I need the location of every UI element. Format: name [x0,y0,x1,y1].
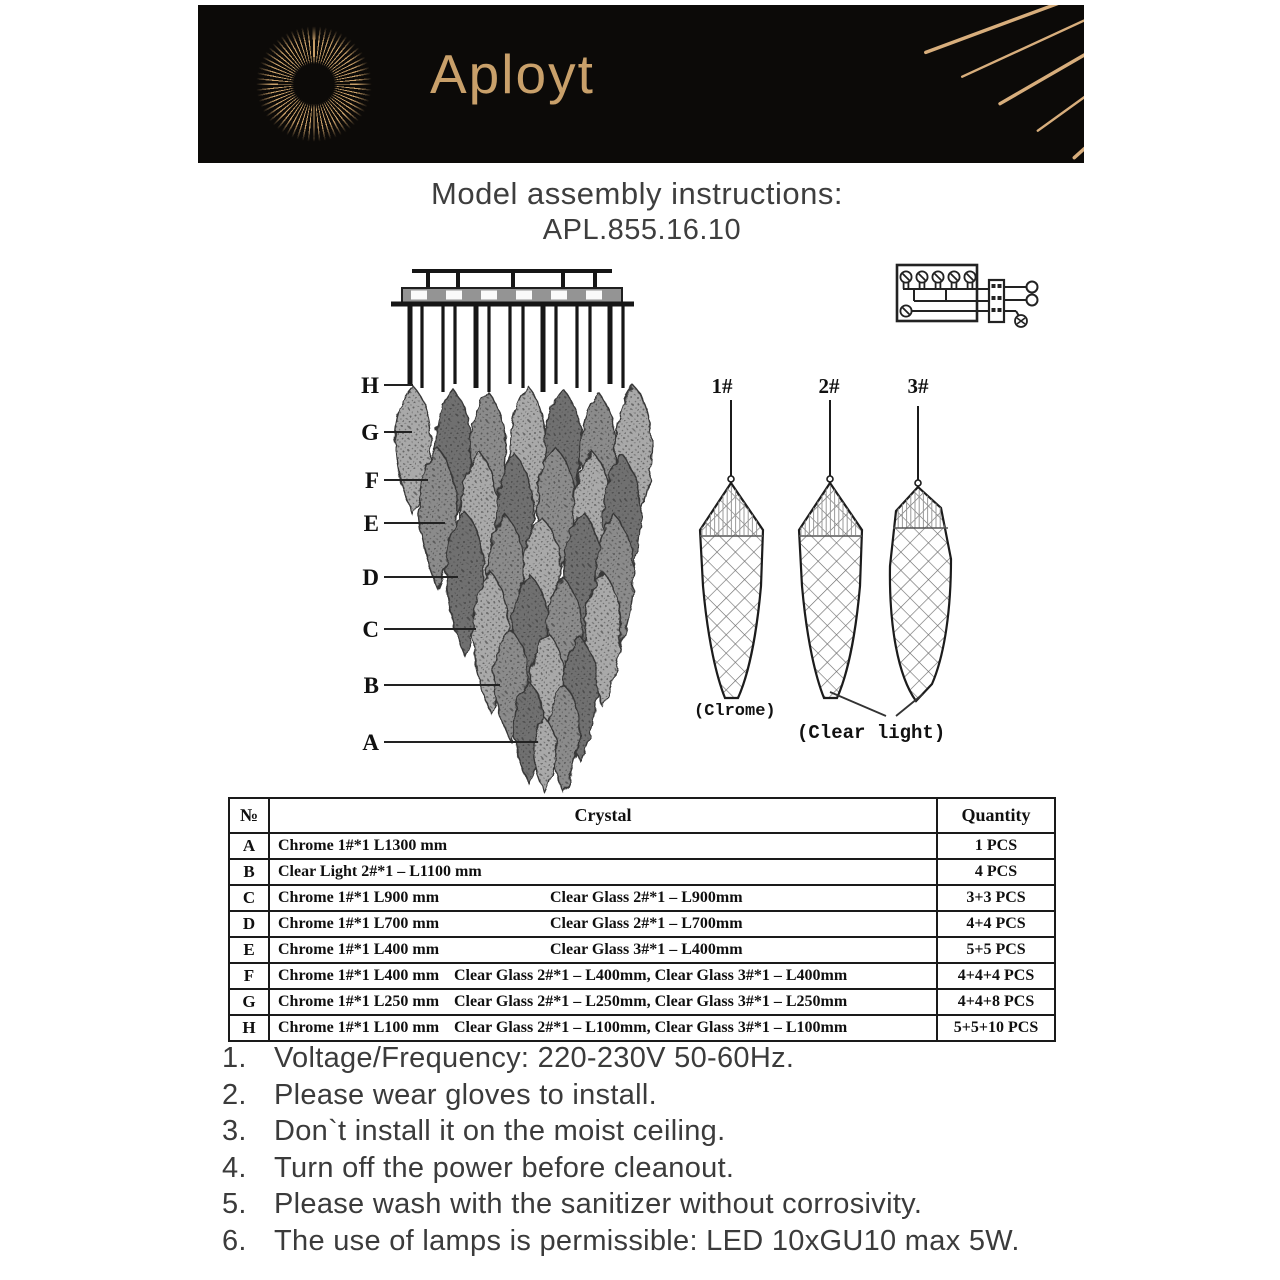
row-letter: F [229,963,269,989]
row-quantity: 5+5+10 PCS [937,1015,1055,1041]
row-quantity: 4 PCS [937,859,1055,885]
row-quantity: 4+4 PCS [937,911,1055,937]
row-letter: G [229,989,269,1015]
row-crystal: Chrome 1#*1 L900 mm Clear Glass 2#*1 – L900mm [269,885,937,911]
row-quantity: 4+4+4 PCS [937,963,1055,989]
pendant2-crystal [799,483,862,698]
header-crystal: Crystal [269,798,937,833]
caption-clear-light: (Clear light) [797,722,946,744]
table-row [229,859,1055,885]
part-label: G [361,420,379,445]
part-label: H [361,373,379,398]
row-letter: C [229,885,269,911]
row-crystal: Chrome 1#*1 L250 mm Clear Glass 2#*1 – L250mm, Clear Glass 3#*1 – L250mm [269,989,937,1015]
row-crystal: Chrome 1#*1 L400 mm Clear Glass 2#*1 – L400mm, Clear Glass 3#*1 – L400mm [269,963,937,989]
row-quantity: 5+5 PCS [937,937,1055,963]
page-title: Model assembly instructions: [431,176,843,211]
row-letter: A [229,833,269,859]
pendant1-crystal [700,483,763,698]
instruction-item: 3. Don`t install it on the moist ceiling. [222,1115,726,1147]
crystal-cascade [395,386,652,793]
instruction-item: 6. The use of lamps is permissible: LED 10xGU10 max 5W. [222,1224,1020,1257]
crystal-table-body [229,833,1055,1041]
ceiling-rail [391,271,634,304]
table-header-row [229,798,1055,833]
wire-ring [1027,282,1038,293]
part-label: D [362,565,379,590]
instruction-item: 5. Please wash with the sanitizer without corrosivity. [222,1188,923,1220]
row-letter: E [229,937,269,963]
table-row [229,885,1055,911]
terminal-block [989,280,1004,322]
part-label: C [362,617,379,642]
table-row [229,833,1055,859]
row-crystal: Chrome 1#*1 L100 mm Clear Glass 2#*1 – L100mm, Clear Glass 3#*1 – L100mm [269,1015,937,1041]
wire-ring [1027,295,1038,306]
hanging-rods [410,305,623,392]
row-quantity: 1 PCS [937,833,1055,859]
instruction-item: 4. Turn off the power before cleanout. [222,1151,735,1184]
part-label: E [363,511,379,536]
instruction-item: 2. Please wear gloves to install. [222,1078,657,1111]
part-label: B [363,673,379,698]
row-quantity: 3+3 PCS [937,885,1055,911]
row-letter: H [229,1015,269,1041]
table-row [229,911,1055,937]
table-row [229,989,1055,1015]
part-label: F [364,468,379,493]
row-letter: D [229,911,269,937]
brand-banner [198,5,1084,163]
header-no: № [229,798,269,833]
sunburst-logo-icon [255,25,373,143]
row-crystal: Clear Light 2#*1 – L1100 mm [269,859,937,885]
table-row [229,937,1055,963]
model-number: APL.855.16.10 [542,214,742,246]
pendant3-crystal [890,487,951,701]
wiring-diagram [885,255,1065,345]
part-label: A [362,730,379,755]
instructions-list [222,1044,1232,1263]
table-row [229,1015,1055,1041]
pendant1-label: 1# [711,374,733,398]
row-crystal: Chrome 1#*1 L700 mm Clear Glass 2#*1 – L700mm [269,911,937,937]
row-crystal: Chrome 1#*1 L400 mm Clear Glass 3#*1 – L400mm [269,937,937,963]
pendant3-label: 3# [907,374,929,398]
pendant2-label: 2# [818,374,840,398]
parts-table [228,797,1056,1042]
row-crystal: Chrome 1#*1 L1300 mm [269,833,937,859]
row-quantity: 4+4+8 PCS [937,989,1055,1015]
chandelier-drawing [340,255,670,800]
instruction-item: 1. Voltage/Frequency: 220-230V 50-60Hz. [222,1042,795,1074]
pendant-detail-drawing [660,360,1060,760]
brand-name: Aployt [430,43,595,105]
table-row [229,963,1055,989]
row-letter: B [229,859,269,885]
caption-chrome: (Clrome) [694,702,776,721]
header-quantity: Quantity [937,798,1055,833]
